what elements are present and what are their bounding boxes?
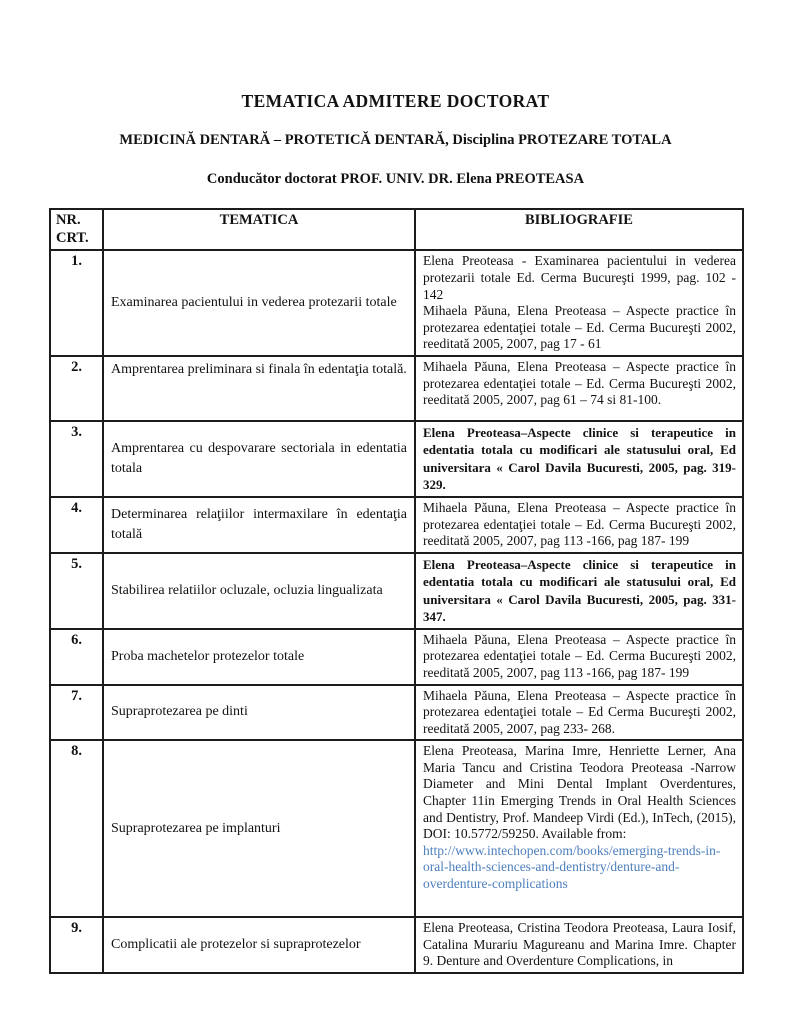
bibliography-entry: Mihaela Păuna, Elena Preoteasa – Aspecte practice în protezarea edentaţiei totale – Ed. Cerma Bucureşti 2002, reeditată 2005, 2007, pag 17 - 61	[423, 303, 736, 352]
tematica-text: Supraprotezarea pe dinti	[111, 704, 248, 720]
bibliografie-cell	[415, 629, 743, 685]
tematica-cell	[103, 421, 415, 497]
bibliografie-cell	[415, 917, 743, 973]
tematica-cell	[103, 629, 415, 685]
tematica-cell	[103, 917, 415, 973]
bibliografie-cell	[415, 740, 743, 917]
tematica-cell	[103, 250, 415, 356]
row-number: 1.	[50, 250, 103, 356]
tematica-cell	[103, 497, 415, 553]
row-number: 8.	[50, 740, 103, 917]
row-number: 5.	[50, 553, 103, 629]
bibliography-entry: Elena Preoteasa, Cristina Teodora Preoteasa, Laura Iosif, Catalina Murariu Magureanu and Marina Imre. Chapter 9. Denture and Overdenture Complications, in	[423, 920, 736, 969]
bibliography-entry: Mihaela Păuna, Elena Preoteasa – Aspecte practice în protezarea edentaţiei totale – Ed. Cerma Bucureşti 2002, reeditată 2005, 2007, pag 113 -166, pag 187- 199	[423, 631, 736, 680]
tematica-text: Determinarea relaţiilor intermaxilare în edentaţia totală	[111, 506, 407, 542]
table-row	[50, 629, 743, 685]
tematica-cell	[103, 740, 415, 917]
table-header-row	[50, 209, 743, 250]
tematica-text: Proba machetelor protezelor totale	[111, 648, 305, 664]
bibliography-entry: Mihaela Păuna, Elena Preoteasa – Aspecte practice în protezarea edentaţiei totale – Ed. Cerma Bucureşti 2002, reeditată 2005, 2007, pag 113 -166, pag 187- 199	[423, 499, 736, 549]
row-number: 2.	[50, 356, 103, 421]
tematica-cell	[103, 553, 415, 629]
bibliografie-cell	[415, 250, 743, 356]
bibliografie-cell	[415, 497, 743, 553]
header-bibliografie: BIBLIOGRAFIE	[415, 209, 743, 250]
tematica-text: Amprentarea cu despovarare sectoriala in edentatia totala	[111, 440, 407, 476]
row-number: 4.	[50, 497, 103, 553]
page-title: TEMATICA ADMITERE DOCTORAT	[241, 91, 550, 111]
row-number: 9.	[50, 917, 103, 973]
table-row	[50, 740, 743, 917]
tematica-text: Amprentarea preliminara si finala în edentaţia totală.	[111, 361, 407, 377]
tematica-cell	[103, 356, 415, 421]
bibliografie-cell	[415, 553, 743, 629]
tematica-text: Stabilirea relatiilor ocluzale, ocluzia lingualizata	[111, 582, 383, 598]
bibliography-entry: Elena Preoteasa, Marina Imre, Henriette Lerner, Ana Maria Tancu and Cristina Teodora Preoteasa -Narrow Diameter and Mini Dental Implant Overdentures, Chapter 11in Emerging Trends in Oral Health Sciences and Dentistry, Prof. Mandeep Virdi (Ed.), InTech, (2015), DOI: 10.5772/59250. Available from:	[423, 743, 736, 842]
bibliography-entry: Elena Preoteasa–Aspecte clinice si terapeutice in edentatia totala cu modificari ale statusului oral, Ed universitara « Carol Davila Bucuresti, 2005, pag. 319- 329.	[423, 424, 736, 493]
supervisor-line: Conducător doctorat PROF. UNIV. DR. Elena PREOTEASA	[206, 171, 585, 187]
bibliografie-cell	[415, 421, 743, 497]
bibliography-entry: Elena Preoteasa–Aspecte clinice si terapeutice in edentatia totala cu modificari ale statusului oral, Ed universitara « Carol Davila Bucuresti, 2005, pag. 331- 347.	[423, 556, 736, 625]
bibliography-entry: Mihaela Păuna, Elena Preoteasa – Aspecte practice în protezarea edentaţiei totale – Ed. Cerma Bucureşti 2002, reeditată 2005, 2007, pag 61 – 74 si 81-100.	[423, 358, 736, 408]
tematica-text: Examinarea pacientului in vederea protezarii totale	[111, 295, 397, 311]
document-header	[0, 0, 791, 188]
document-subtitle: MEDICINĂ DENTARĂ – PROTETICĂ DENTARĂ, Disciplina PROTEZARE TOTALA	[119, 132, 672, 148]
table-row	[50, 685, 743, 741]
bibliografie-cell	[415, 356, 743, 421]
table-row	[50, 917, 743, 973]
table-row	[50, 250, 743, 356]
row-number: 3.	[50, 421, 103, 497]
header-tematica: TEMATICA	[103, 209, 415, 250]
row-number: 6.	[50, 629, 103, 685]
bibliography-entry: Mihaela Păuna, Elena Preoteasa – Aspecte practice în protezarea edentaţiei totale – Ed Cerma Bucureşti 2002, reeditată 2005, 2007, pag 233- 268.	[423, 687, 736, 736]
table-row	[50, 356, 743, 421]
header-nr-crt: NR. CRT.	[50, 209, 103, 250]
bibliografie-cell	[415, 685, 743, 741]
topics-table	[49, 208, 744, 974]
bibliography-link[interactable]: http://www.intechopen.com/books/emerging-trends-in-oral-health-sciences-and-dentistry/denture-and-overdenture-complications	[423, 842, 721, 892]
row-number: 7.	[50, 685, 103, 741]
table-row	[50, 421, 743, 497]
table-row	[50, 497, 743, 553]
tematica-text: Complicatii ale protezelor si supraprotezelor	[111, 937, 361, 953]
table-row	[50, 553, 743, 629]
bibliography-entry: Elena Preoteasa - Examinarea pacientului in vederea protezarii totale Ed. Cerma Bucureşti 1999, pag. 102 - 142	[423, 253, 736, 302]
tematica-text: Supraprotezarea pe implanturi	[111, 820, 281, 836]
tematica-cell	[103, 685, 415, 741]
